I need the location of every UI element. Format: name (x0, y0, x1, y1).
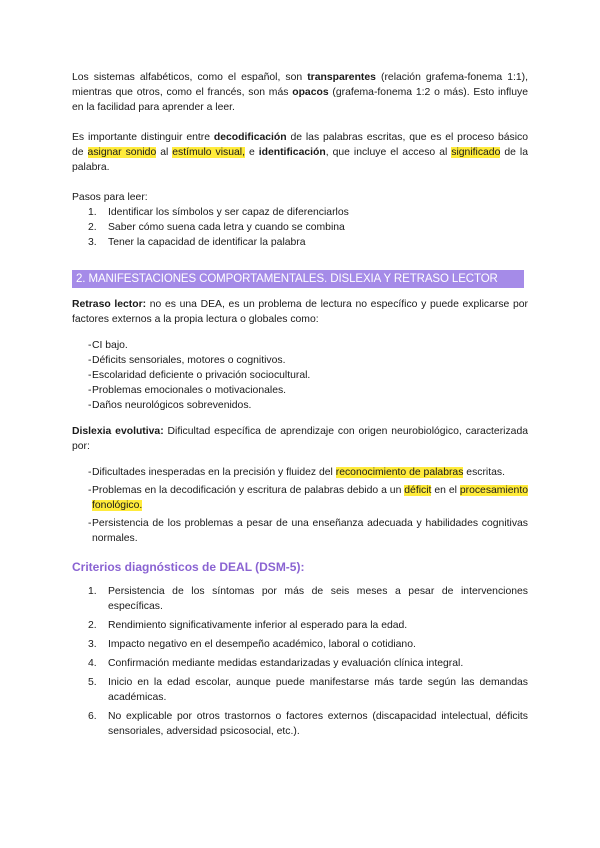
list-text: Impacto negativo en el desempeño académico, laboral o cotidiano. (108, 639, 416, 650)
intro-paragraph-2 (72, 130, 528, 175)
term-label: Dislexia evolutiva: (72, 426, 164, 437)
list-number: 3. (88, 639, 97, 650)
list-item (72, 709, 528, 739)
text-run: escritas. (463, 467, 505, 478)
list-text: Rendimiento significativamente inferior al esperado para la edad. (108, 620, 408, 631)
list-text: Inicio en la edad escolar, aunque puede manifestarse más tarde según las demandas académicas. (108, 677, 528, 703)
list-text: No explicable por otros trastornos o factores externos (discapacidad intelectual, déficits sensoriales, adversidad psicosocial, etc.). (108, 711, 528, 737)
list-item: - Escolaridad deficiente o privación sociocultural. (72, 368, 528, 383)
list-number: 6. (88, 711, 97, 722)
list-text: Persistencia de los síntomas por más de seis meses a pesar de intervenciones específicas. (108, 586, 528, 612)
list-text: Tener la capacidad de identificar la palabra (108, 237, 306, 248)
steps-title: Pasos para leer: (72, 192, 148, 203)
list-number: 5. (88, 677, 97, 688)
highlight: asignar sonido (87, 147, 157, 158)
list-item (72, 220, 528, 235)
text-run: Dificultades inesperadas en la precisión y fluidez del (92, 467, 336, 478)
text-run: , que incluye el acceso al (325, 147, 452, 158)
list-number: 3. (88, 237, 97, 248)
text-run: Dificultad específica de aprendizaje con origen neurobiológico, caracterizada por: (72, 426, 528, 452)
bold-term: transparentes (307, 72, 376, 83)
list-item (72, 675, 528, 705)
bold-term: decodificación (213, 132, 287, 143)
text-run: Los sistemas alfabéticos, como el español, son (72, 72, 308, 83)
list-item (72, 205, 528, 220)
list-item (72, 637, 528, 652)
text-run: Problemas en la decodificación y escritura de palabras debido a un (92, 485, 405, 496)
bold-term: opacos (292, 87, 329, 98)
list-item: - Problemas emocionales o motivacionales. (72, 383, 528, 398)
document-page (72, 70, 528, 743)
bold-term: identificación (258, 147, 326, 158)
highlight: procesamiento fonológico. (92, 485, 528, 511)
list-number: 2. (88, 620, 97, 631)
highlight: déficit (404, 485, 432, 496)
text-run: en el (431, 485, 460, 496)
retraso-paragraph (72, 297, 528, 327)
list-item (72, 235, 528, 250)
highlight: significado (451, 147, 501, 158)
list-item: - CI bajo. (72, 338, 528, 353)
dislexia-list (72, 465, 528, 546)
list-item (72, 483, 528, 513)
highlight: reconocimiento de palabras (335, 467, 464, 478)
text-run: al (156, 147, 173, 158)
list-item (72, 465, 528, 480)
list-text: Identificar los símbolos y ser capaz de diferenciarlos (108, 207, 349, 218)
list-item (72, 656, 528, 671)
list-item (72, 584, 528, 614)
steps-list (72, 205, 528, 250)
list-text: Confirmación mediante medidas estandarizadas y evaluación clínica integral. (108, 658, 464, 669)
list-number: 2. (88, 222, 97, 233)
list-item: - Persistencia de los problemas a pesar de una enseñanza adecuada y habilidades cognitivas normales. (72, 516, 528, 546)
text-run: (grafema-fonema 1:2 o más). Esto influye en la facilidad para aprender a leer. (72, 87, 528, 113)
highlight: estímulo visual, (172, 147, 245, 158)
dislexia-paragraph (72, 424, 528, 454)
criteria-list (72, 584, 528, 739)
list-item: - Déficits sensoriales, motores o cognitivos. (72, 353, 528, 368)
list-number: 4. (88, 658, 97, 669)
list-number: 1. (88, 207, 97, 218)
section-heading: 2. MANIFESTACIONES COMPORTAMENTALES. DISLEXIA Y RETRASO LECTOR (72, 270, 524, 288)
list-item: - Daños neurológicos sobrevenidos. (72, 398, 528, 413)
text-run: Es importante distinguir entre (72, 132, 214, 143)
list-number: 1. (88, 586, 97, 597)
retraso-list (72, 338, 528, 413)
term-label: Retraso lector: (72, 299, 147, 310)
text-run: (relación grafema-fonema 1:1), mientras que otros, como el francés, son más (72, 72, 528, 98)
text-run: e (244, 147, 259, 158)
text-run: de las palabras escritas, que es el proceso básico de (72, 132, 529, 158)
intro-paragraph-1 (72, 70, 528, 115)
criteria-heading: Criterios diagnósticos de DEAL (DSM-5): (72, 560, 305, 574)
text-run: no es una DEA, es un problema de lectura no específico y puede explicarse por factores externos a la propia lectura o globales como: (72, 299, 528, 325)
text-run: de la palabra. (72, 147, 528, 173)
list-text: Saber cómo suena cada letra y cuando se combina (108, 222, 345, 233)
list-item (72, 618, 528, 633)
